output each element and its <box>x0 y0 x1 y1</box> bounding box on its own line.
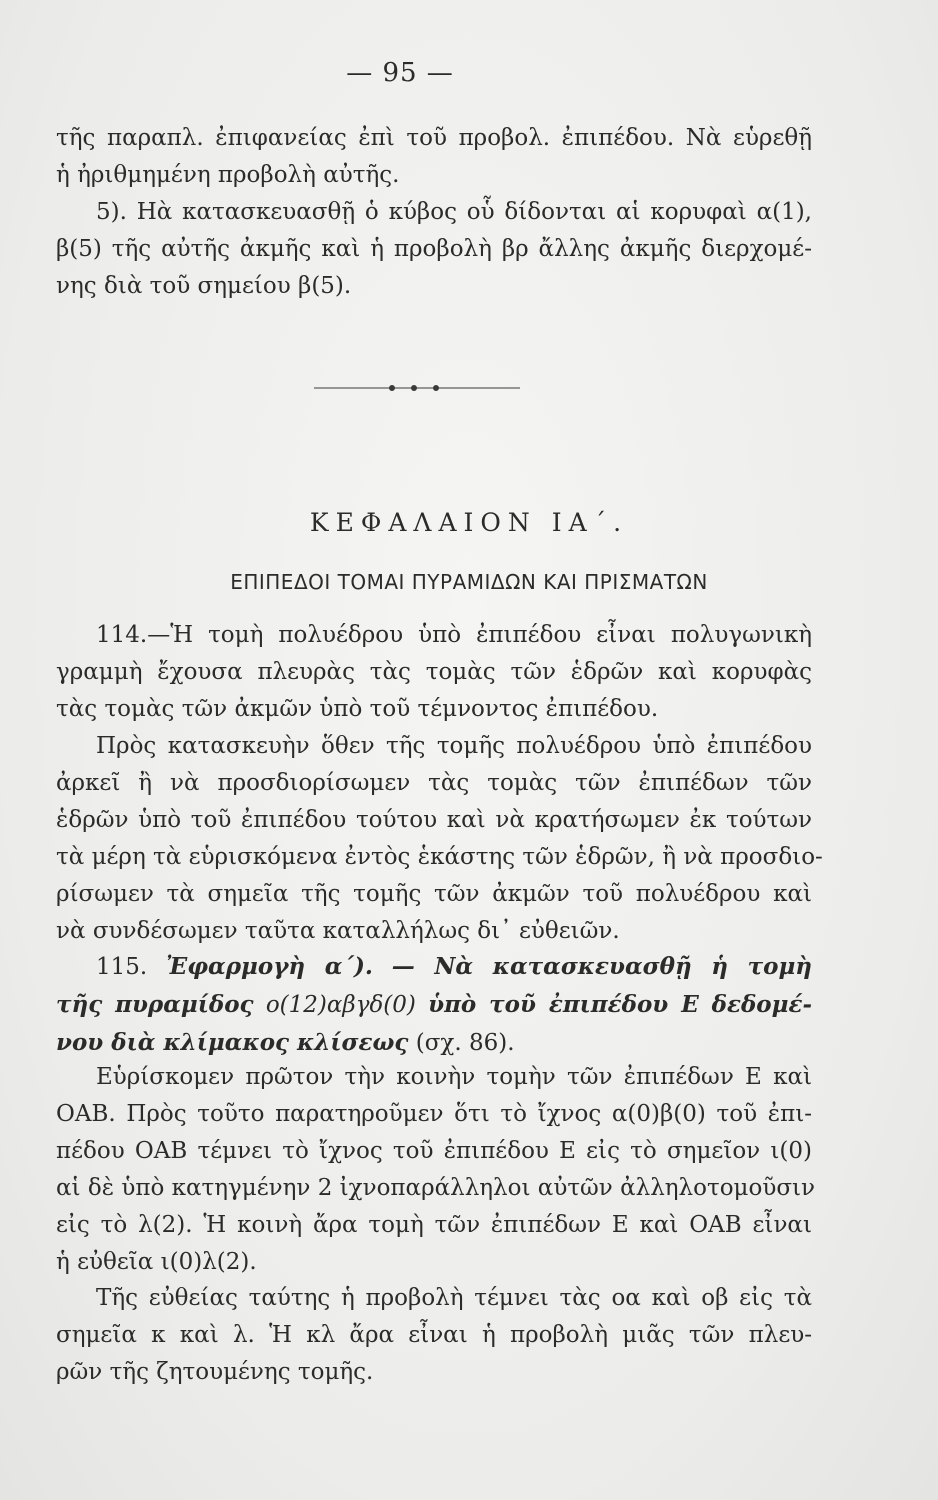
text-line: τῆς παραπλ. ἐπιφανείας ἐπὶ τοῦ προβολ. ἐπιπέδου. Νὰ εὑρεθῇ <box>56 125 812 151</box>
problem-line <box>56 1024 812 1062</box>
section-number: 115. <box>96 954 148 980</box>
text-line: εἰς τὸ λ(2). Ἡ κοινὴ ἄρα τομὴ τῶν ἐπιπέδων Ε καὶ ΟΑΒ εἶναι <box>56 1212 812 1238</box>
text-line: νὰ συνδέσωμεν ταῦτα καταλλήλως δι᾽ εὐθειῶν. <box>56 918 620 944</box>
text-line: αἱ δὲ ὑπὸ κατηγμένην 2 ἰχνοπαράλληλοι αὐτῶν ἀλληλοτομοῦσιν <box>56 1175 816 1201</box>
pyramid-notation: ο(12)αβγδ(0) <box>265 992 416 1018</box>
problem-text: νου διὰ κλίμακος κλίσεως <box>56 1029 409 1056</box>
problem-text: τῆς πυραμίδος <box>56 991 254 1018</box>
top-text <box>56 120 812 305</box>
paragraph-construction <box>56 728 823 950</box>
text-line: ρῶν τῆς ζητουμένης τομῆς. <box>56 1359 374 1385</box>
text-line: 114.—Ἡ τομὴ πολυέδρου ὑπὸ ἐπιπέδου εἶναι πολυγωνικὴ <box>96 622 812 648</box>
application-label: Ἐφαρμογὴ α΄). <box>166 953 373 980</box>
section-115-heading <box>56 948 812 986</box>
paragraph-projection <box>56 1280 812 1391</box>
text-line: πέδου ΟΑΒ τέμνει τὸ ἴχνος τοῦ ἐπιπέδου Ε εἰς τὸ σημεῖον ι(0) <box>56 1138 812 1164</box>
problem-line <box>56 986 812 1024</box>
problem-text: ὑπὸ τοῦ ἐπιπέδου Ε δεδομέ- <box>428 991 813 1018</box>
text-line: ἡ ἠριθμημένη προβολὴ αὐτῆς. <box>56 162 400 188</box>
paragraph-common-section <box>56 1059 816 1281</box>
text-line: τὰς τομὰς τῶν ἀκμῶν ὑπὸ τοῦ τέμνοντος ἐπιπέδου. <box>56 696 659 722</box>
text-line: Πρὸς κατασκευὴν ὅθεν τῆς τομῆς πολυέδρου ὑπὸ ἐπιπέδου <box>96 733 812 759</box>
text-line: νης διὰ τοῦ σημείου β(5). <box>56 273 352 299</box>
chapter-subtitle: ΕΠΙΠΕΔΟΙ ΤΟΜΑΙ ΠΥΡΑΜΙΔΩΝ ΚΑΙ ΠΡΙΣΜΑΤΩΝ <box>230 570 708 594</box>
figure-reference: (σχ. 86). <box>415 1030 515 1056</box>
problem-title: — Νὰ κατασκευασθῇ ἡ τομὴ <box>391 953 813 980</box>
text-line: ἡ εὐθεῖα ι(0)λ(2). <box>56 1249 257 1275</box>
text-line: Τῆς εὐθείας ταύτης ἡ προβολὴ τέμνει τὰς οα καὶ οβ εἰς τὰ <box>96 1285 812 1311</box>
text-line: β(5) τῆς αὐτῆς ἀκμῆς καὶ ἡ προβολὴ βρ ἄλλης ἀκμῆς διερχομέ- <box>56 236 812 262</box>
text-line: ἀρκεῖ ἢ νὰ προσδιορίσωμεν τὰς τομὰς τῶν ἐπιπέδων τῶν <box>56 770 812 796</box>
text-line: ἑδρῶν ὑπὸ τοῦ ἐπιπέδου τούτου καὶ νὰ κρατήσωμεν ἐκ τούτων <box>56 807 812 833</box>
divider-ornament <box>314 382 520 394</box>
section-114 <box>56 617 812 728</box>
text-line: γραμμὴ ἔχουσα πλευρὰς τὰς τομὰς τῶν ἑδρῶν καὶ κορυφὰς <box>56 659 812 685</box>
page-number: — 95 — <box>346 58 454 88</box>
text-line: ρίσωμεν τὰ σημεῖα τῆς τομῆς τῶν ἀκμῶν τοῦ πολυέδρου καὶ <box>56 881 812 907</box>
text-line: σημεῖα κ καὶ λ. Ἡ κλ ἄρα εἶναι ἡ προβολὴ μιᾶς τῶν πλευ- <box>56 1322 812 1348</box>
section-115 <box>56 948 812 1062</box>
chapter-title: ΚΕΦΑΛΑΙΟΝ ΙΑ΄. <box>309 508 629 537</box>
text-line: ΟΑΒ. Πρὸς τοῦτο παρατηροῦμεν ὅτι τὸ ἴχνος α(0)β(0) τοῦ ἐπι- <box>56 1101 812 1127</box>
text-line: 5). Ηὰ κατασκευασθῇ ὁ κύβος οὗ δίδονται αἱ κορυφαὶ α(1), <box>96 199 812 225</box>
text-line: Εὑρίσκομεν πρῶτον τὴν κοινὴν τομὴν τῶν ἐπιπέδων Ε καὶ <box>96 1064 812 1090</box>
text-line: τὰ μέρη τὰ εὑρισκόμενα ἐντὸς ἑκάστης τῶν ἑδρῶν, ἢ νὰ προσδιο- <box>56 844 823 870</box>
